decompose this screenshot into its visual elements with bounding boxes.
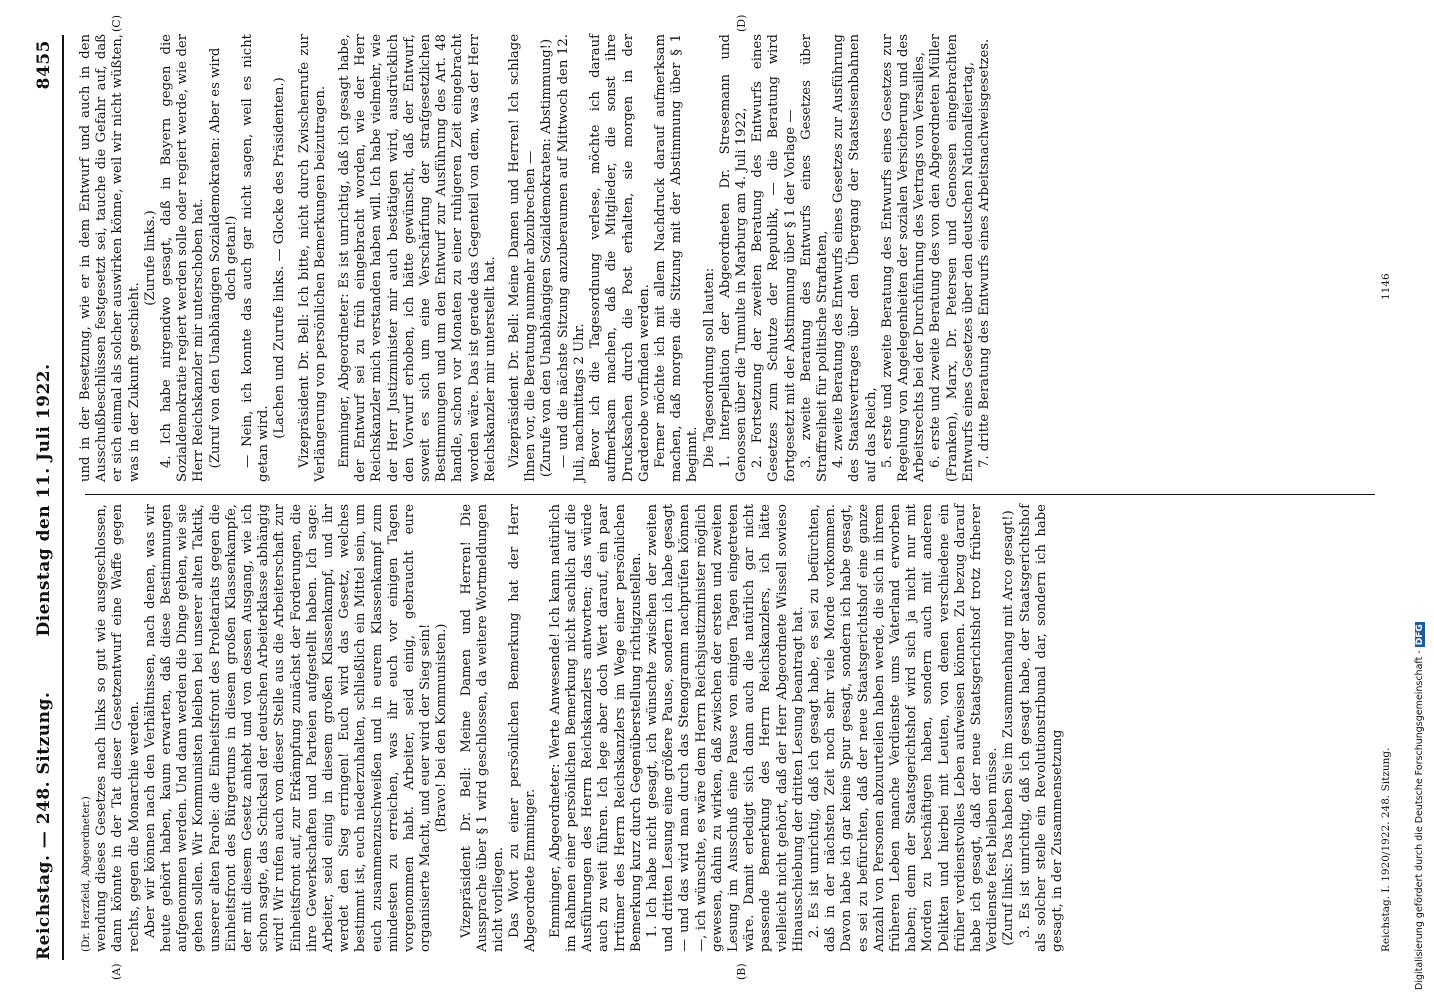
footer-citation: Reichstag. I. 1920/1922. 248. Sitzung. xyxy=(1380,747,1392,952)
paragraph: und in der Besetzung, wie er in dem Entwurf und auch in den Ausschußbeschlüssen festgesetzt sei, tauche die Gefahr auf, daß er sich einmal als solcher auswirken könne, weil wir nicht wüßten, was in der Zukunft geschieht. xyxy=(78,34,142,482)
paragraph: Das Wort zu einer persönlichen Bemerkung hat der Herr Abgeordnete Emminger. xyxy=(507,504,539,952)
interjection: (Zurufe von den Unabhängigen Sozialdemokraten: Abstimmung!) xyxy=(539,38,555,478)
dfg-badge: DFG xyxy=(1415,624,1425,646)
paragraph: 3. Es ist unrichtig, daß ich gesagt habe, der Staatsgerichtshof als solcher stelle ein Revolutionstribunal dar, sondern ich habe gesagt, in der Zusammensetzung xyxy=(1017,504,1065,952)
stamp-text: Digitalisierung gefördert durch die Deutsche Forschungsgemeinschaft - xyxy=(1414,650,1425,990)
interjection: (Zuruf von den Unabhängigen Sozialdemokraten: Aber es wird doch getan!) xyxy=(207,47,239,469)
margin-mark-d: (D) xyxy=(735,14,748,32)
paragraph: 4. Ich habe nirgendwo gesagt, daß in Bayern gegen die Sozialdemokratie regiert werden solle oder regiert werde, wie der Herr Reichskanzler mir unterschoben hat. xyxy=(159,34,207,482)
paragraph: — Nein, ich konnte das auch gar nicht sagen, weil es nicht getan wird. xyxy=(240,34,272,482)
header-left: Reichstag. — 248. Sitzung. xyxy=(34,691,54,960)
paragraph: Vizepräsident Dr. Bell: Ich bitte, nicht durch Zwischenrufe zur Verlängerung von persönlichen Bemerkungen beizutragen. xyxy=(296,34,328,482)
paragraph: 1. Ich habe nicht gesagt, ich wünschte zwischen der zweiten und dritten Lesung eine größere Pause, sondern ich habe gesagt — und das wird man durch das Stenogramm nachprüfen können —, ich wünschte, es wäre dem Herrn Reichsjustizminister möglich gewesen, dahin zu wirken, daß zwischen der ersten und zweiten Lesung im Ausschuß eine Pause von einigen Tagen eingetreten wäre. Damit erledigt sich dann auch die natürlich gar nicht passende Bemerkung des Herrn Reichskanzlers, ich hätte vielleicht nicht gehört, daß der Herr Abgeordnete Wissell sowieso Hinausschiebung der dritten Lesung beantragt hat. xyxy=(644,504,806,952)
paragraph: Vizepräsident Dr. Bell: Meine Damen und Herren! Ich schlage Ihnen vor, die Beratung nunmehr abzubrechen — xyxy=(507,34,539,482)
paragraph: Vizepräsident Dr. Bell: Meine Damen und Herren! Die Aussprache über § 1 wird geschlossen, da weitere Wortmeldungen nicht vorliegen. xyxy=(458,504,507,952)
agenda-item: 6. erste und zweite Beratung des von den Abgeordneten Müller (Franken), Marx, Dr. Petersen und Genossen eingebrachten Entwurfs eines Gesetzes über den deutschen Nationalfeiertag, xyxy=(928,34,976,482)
margin-mark-a: (A) xyxy=(110,963,123,980)
speaker-head: (Dr. Herzfeld, Abgeordneter.) xyxy=(80,796,92,952)
header-rule xyxy=(62,35,64,960)
interjection: (Zurufe links.) xyxy=(142,210,158,306)
agenda-item: 1. Interpellation der Abgeordneten Dr. Stresemann und Genossen über die Tumulte in Marburg am 4. Juli 1922, xyxy=(717,34,749,482)
paragraph: Bevor ich die Tagesordnung verlese, möchte ich darauf aufmerksam machen, daß die Mitglieder, die sonst ihre Drucksachen durch die Post erhalten, sie morgen in der Garderobe vorfinden werden. xyxy=(588,34,652,482)
paragraph: — und die nächste Sitzung anzuberaumen auf Mittwoch den 12. Juli, nachmittags 2 Uhr. xyxy=(555,34,587,482)
interjection: (Bravo! bei den Kommunisten.) xyxy=(434,623,450,833)
interjection: (Lachen und Zurufe links. — Glocke des Präsidenten.) xyxy=(272,77,288,439)
agenda-item: 3. zweite Beratung des Entwurfs eines Gesetzes über Straffreiheit für politische Straftaten, xyxy=(798,34,830,482)
margin-mark-c: (C) xyxy=(110,15,123,32)
agenda-item: 4. zweite Beratung des Entwurfs eines Gesetzes zur Ausführung des Staatsvertrages über den Übergang der Staatseisenbahnen auf das Reich, xyxy=(831,34,879,482)
agenda-item: 7. dritte Beratung des Entwurfs eines Arbeitsnachweisgesetzes. xyxy=(976,38,992,468)
agenda-item: 2. Fortsetzung der zweiten Beratung des Entwurfs eines Gesetzes zum Schutze der Republik, — die Beratung wird fortgesetzt mit der Abstimmung über § 1 der Vorlage — xyxy=(750,34,798,482)
paragraph: Aber wir können nach den Verhältnissen, nach denen, was wir heute gehört haben, kaum erwarten, daß diese Bestimmungen aufgenommen werden. Und dann werden die Dinge gehen, wie sie gehen sollen. Wir Kommunisten bleiben bei unserer alten Taktik, unserer alten Parole: die Einheitsfront des Proletariats gegen die Einheitsfront des Bürgertums in diesem großen Klassenkampfe, der mit diesem Gesetz anhebt und von dessen Ausgang, wie ich schon sagte, das Schicksal der deutschen Arbeiterklasse abhängig wird! Wir rufen auch von dieser Stelle aus die Arbeiterschaft zur Einheitsfront auf, zur Erkämpfung zunächst der Forderungen, die ihre Gewerkschaften und Parteien aufgestellt haben. Ich sage: Arbeiter, seid einig in diesem großen Klassenkampf, und ihr werdet den Sieg erringen! Euch wird das Gesetz, welches bestimmt ist, euch niederzuhalten, schließlich ein Mittel sein, um euch zusammenzuschweißen und in eurem Klassenkampf zum mindesten zu erreichen, was ihr euch vor einigen Tagen vorgenommen habt. Arbeiter, seid einig, gebraucht eure organisierte Macht, und euer wird der Sieg sein! xyxy=(142,504,434,952)
column-right xyxy=(78,34,993,482)
interjection: (Zuruf links: Das haben Sie im Zusammenhang mit Arco gesagt!) xyxy=(1001,510,1017,946)
paragraph: Die Tagesordnung soll lauten: xyxy=(701,267,717,468)
paragraph: Ferner möchte ich mit allem Nachdruck darauf aufmerksam machen, daß morgen die Sitzung mit der Abstimmung über § 1 beginnt. xyxy=(652,34,701,482)
agenda-item: 5. erste und zweite Beratung des Entwurfs eines Gesetzes zur Regelung von Angelegenheiten der sozialen Versicherung und des Arbeitsrechts bei der Durchführung des Vertrags von Versailles, xyxy=(879,34,928,482)
header-page-number: 8455 xyxy=(34,40,54,90)
paragraph: 2. Es ist unrichtig, daß ich gesagt habe, es sei zu befürchten, daß in der nächsten Zeit noch sehr viele Morde vorkommen. Davon habe ich gar keine Spur gesagt, sondern ich habe gesagt, es sei zu befürchten, daß der neue Staatsgerichtshof eine ganze Anzahl von Personen abzuurteilen haben werde, die sich in ihrem früheren Leben manche Verdienste ums Vaterland erworben haben; denn der Staatsgerichtshof wird sich ja nicht nur mit Morden zu beschäftigen haben, sondern auch mit anderen Delikten und hierbei mit Leuten, von denen verschiedene ein früher verdienstvolles Leben aufweisen können. Zu bezug darauf habe ich gesagt, daß der neue Staatsgerichtshof trotz früherer Verdienste fest bleiben müsse. xyxy=(806,504,1001,952)
paragraph: Emminger, Abgeordneter: Werte Anwesende! Ich kann natürlich im Rahmen einer persönlichen Bemerkung nicht sachlich auf die Ausführungen des Herrn Reichskanzlers antworten; das würde auch zu weit führen. Ich lege aber doch Wert darauf, ein paar Irrtümer des Herrn Reichskanzlers im Wege einer persönlichen Bemerkung kurz durch Gegenüberstellung richtigzustellen. xyxy=(547,504,644,952)
digitization-stamp xyxy=(1414,10,1430,990)
paragraph: Emminger, Abgeordneter: Es ist unrichtig, daß ich gesagt habe, der Entwurf sei zu früh eingebracht worden, wie der Herr Reichskanzler mich verstanden haben will. Ich habe vielmehr, wie der Herr Justizminister mir auch bestätigen wird, ausdrücklich den Vorwurf erhoben, ich hätte gewünscht, daß der Entwurf, soweit es sich um eine Verschärfung der strafgesetzlichen Bestimmungen und um den Entwurf zur Ausführung des Art. 48 handle, schon vor Monaten zu einer ruhigeren Zeit eingebracht worden wäre. Das ist gerade das Gegenteil von dem, was der Herr Reichskanzler mir unterstellt hat. xyxy=(337,34,498,482)
header-center: Dienstag den 11. Juli 1922. xyxy=(34,363,54,637)
column-divider xyxy=(85,494,1375,495)
margin-mark-b: (B) xyxy=(735,963,748,980)
sheet-number: 1146 xyxy=(1380,273,1392,300)
page-header xyxy=(34,40,64,960)
paragraph: wendung dieses Gesetzes nach links so gut wie ausgeschlossen, dann könnte in der Tat dieser Gesetzentwurf eine Waffe gegen rechts, gegen die Monarchie werden. xyxy=(94,504,142,952)
column-left xyxy=(78,504,1066,952)
